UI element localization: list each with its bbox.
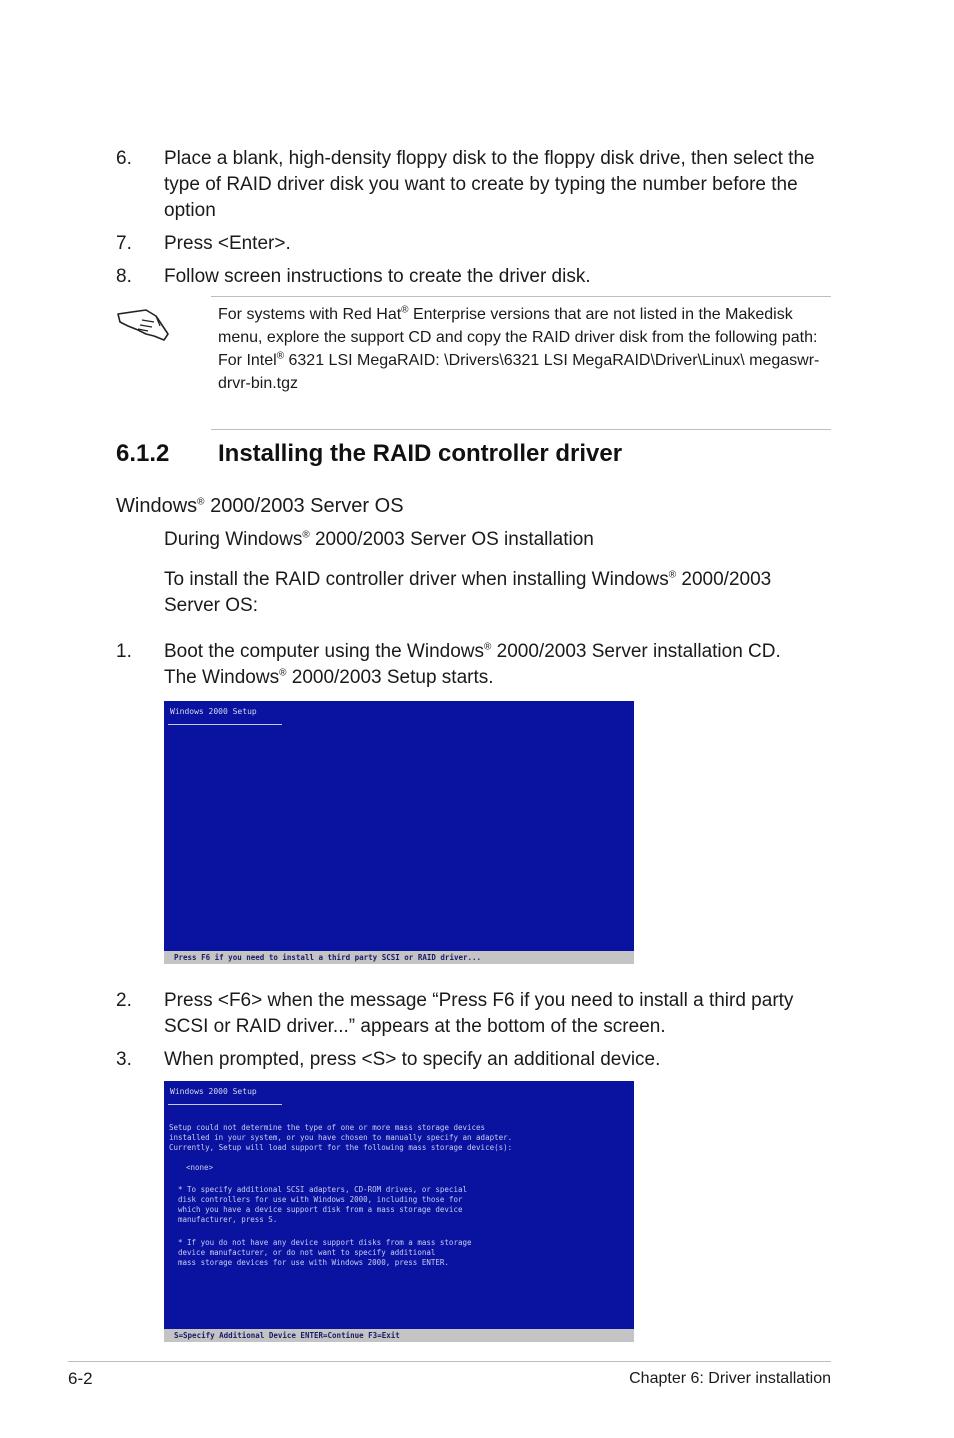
- step-number: 7.: [116, 233, 132, 254]
- step-text: Press <F6> when the message “Press F6 if you need to install a third party SCSI or RAID driver...” appears at the bottom of the screen.: [164, 990, 794, 1037]
- registered-mark: ®: [401, 304, 409, 316]
- screen-title-underline: [168, 1104, 282, 1105]
- screen-text-line: installed in your system, or you have chosen to manually specify an adapter.: [169, 1133, 513, 1142]
- screen-title-underline: [168, 724, 282, 725]
- screen-text-line: <none>: [186, 1163, 214, 1172]
- registered-mark: ®: [484, 641, 492, 653]
- step-number: 3.: [116, 1049, 132, 1070]
- section-title: Installing the RAID controller driver: [218, 440, 623, 467]
- step-text-part: 2000/2003 Setup starts.: [286, 667, 494, 688]
- note-text-part: For Intel: [218, 352, 277, 369]
- step-number: 6.: [116, 148, 132, 169]
- step-number: 2.: [116, 990, 132, 1011]
- note-text-part: 6321 LSI MegaRAID: \Drivers\6321 LSI MegaRAID\Driver\Linux\ megaswr-drvr-bin.tgz: [218, 352, 820, 392]
- registered-mark: ®: [279, 667, 287, 679]
- setup-screenshot-2: [164, 1081, 634, 1342]
- screen-text-line: * To specify additional SCSI adapters, CD-ROM drives, or special: [178, 1185, 467, 1194]
- screen-title: Windows 2000 Setup: [170, 707, 257, 716]
- note-box: [211, 296, 831, 430]
- screen-text-line: which you have a device support disk from a mass storage device: [178, 1205, 463, 1214]
- step-text-part: 2000/2003 Server installation CD. The Windows: [164, 641, 781, 688]
- intro-text-part: 2000/2003 Server OS installation: [309, 529, 594, 550]
- intro-during: [164, 527, 824, 553]
- pointing-hand-icon: [116, 300, 172, 344]
- step-text: When prompted, press <S> to specify an additional device.: [164, 1049, 661, 1070]
- registered-mark: ®: [197, 496, 205, 508]
- note-text-part: Enterprise versions that are not listed in the Makedisk menu, explore the support CD and copy the RAID driver disk from the following path:: [218, 306, 818, 346]
- step-number: 1.: [116, 641, 132, 662]
- sub-heading-part: Windows: [116, 495, 198, 517]
- footer-divider: [68, 1361, 831, 1362]
- step-text: Place a blank, high-density floppy disk to the floppy disk drive, then select the type of RAID driver disk you want to create by typing the number before the option: [164, 148, 815, 221]
- intro-to-install: [164, 567, 804, 619]
- step-text: Follow screen instructions to create the driver disk.: [164, 266, 591, 287]
- setup-screenshot-1: [164, 701, 634, 964]
- screen-text-line: device manufacturer, or do not want to specify additional: [178, 1248, 436, 1257]
- page-number: 6-2: [68, 1369, 93, 1388]
- screen-text-line: Currently, Setup will load support for the following mass storage device(s):: [169, 1143, 513, 1152]
- step-text: [164, 639, 814, 691]
- registered-mark: ®: [276, 350, 285, 362]
- step-number: 8.: [116, 266, 132, 287]
- section-number: 6.1.2: [116, 440, 170, 467]
- screen-status-bar: S=Specify Additional Device ENTER=Continue F3=Exit: [164, 1329, 634, 1342]
- registered-mark: ®: [302, 529, 310, 541]
- chapter-title: Chapter 6: Driver installation: [629, 1370, 831, 1387]
- screen-title: Windows 2000 Setup: [170, 1087, 257, 1096]
- screen-text-line: * If you do not have any device support disks from a mass storage: [178, 1238, 472, 1247]
- step-text-part: Boot the computer using the Windows: [164, 641, 485, 662]
- screen-text-line: disk controllers for use with Windows 2000, including those for: [178, 1195, 463, 1204]
- section-heading: [116, 439, 622, 469]
- screen-text-line: manufacturer, press S.: [178, 1215, 278, 1224]
- intro-text-part: To install the RAID controller driver when installing Windows: [164, 569, 669, 590]
- registered-mark: ®: [668, 569, 677, 581]
- sub-heading: [116, 493, 404, 519]
- note-text-part: For systems with Red Hat: [218, 306, 402, 323]
- screen-text-line: mass storage devices for use with Windows 2000, press ENTER.: [178, 1258, 449, 1267]
- intro-text-part: During Windows: [164, 529, 303, 550]
- note-text: [218, 303, 830, 395]
- step-text: Press <Enter>.: [164, 233, 291, 254]
- sub-heading-part: 2000/2003 Server OS: [204, 495, 404, 517]
- intro-text-part: 2000/2003 Server OS:: [164, 569, 772, 616]
- screen-status-bar: Press F6 if you need to install a third party SCSI or RAID driver...: [164, 951, 634, 964]
- screen-text-line: Setup could not determine the type of one or more mass storage devices: [169, 1123, 486, 1132]
